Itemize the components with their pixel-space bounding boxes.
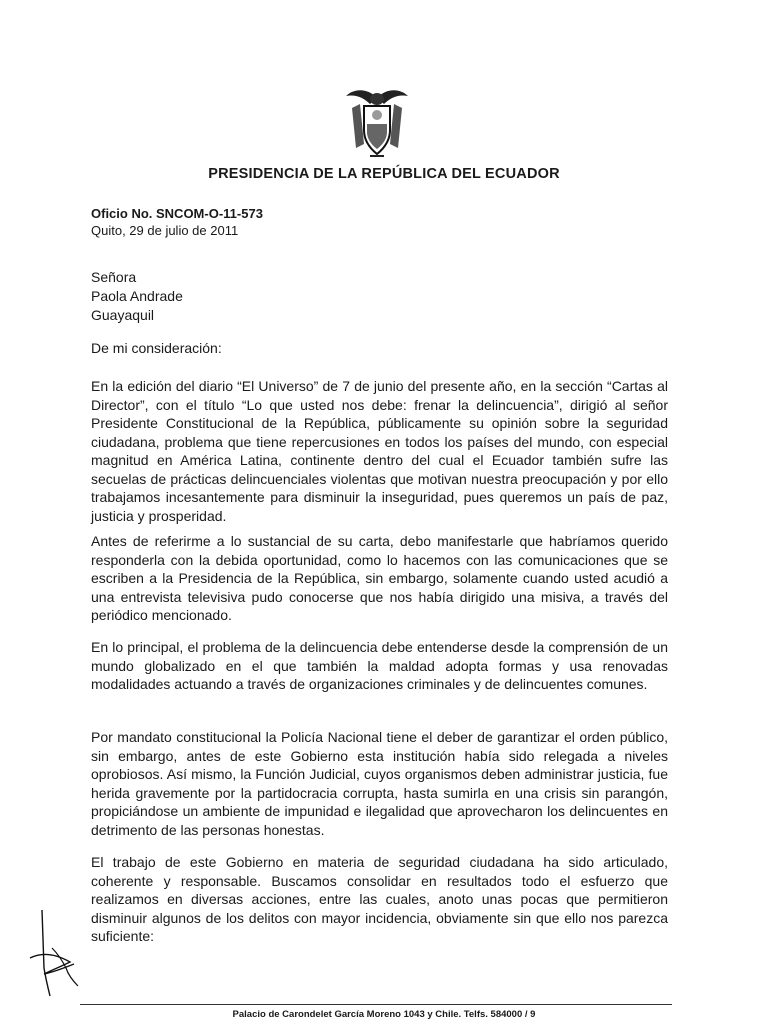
body-paragraph xyxy=(91,638,668,694)
reference-block xyxy=(91,205,263,239)
body-paragraph xyxy=(91,377,668,525)
salutation: De mi consideración: xyxy=(91,340,222,356)
footer-address: Palacio de Carondelet García Moreno 1043 y Chile. Telfs. 584000 / 9 xyxy=(232,1009,536,1020)
recipient-city: Guayaquil xyxy=(91,307,155,323)
paragraph-text: El trabajo de este Gobierno en materia de seguridad ciudadana ha sido articulado, coherente y responsable. Buscamos consolidar en resultados todo el esfuerzo que realizamos en diversas acciones, entre las cuales, anoto unas pocas que permitieron disminuir algunos de los delitos con mayor incidencia, obviamente sin que ello nos parezca suficiente: xyxy=(91,854,668,944)
recipient-honorific: Señora xyxy=(91,269,137,285)
document-number: Oficio No. SNCOM-O-11-573 xyxy=(91,206,263,221)
paragraph-text: Por mandato constitucional la Policía Nacional tiene el deber de garantizar el orden público, sin embargo, antes de este Gobierno esta institución había sido relegada a niveles oprobiosos. Así mismo, la Función Judicial, cuyos organismos deben administrar justicia, fue herida gravemente por la partidocracia corrupta, hasta sumirla en una crisis sin parangón, propiciándose un ambiente de impunidad e ilegalidad que aprovecharon los delincuentes en detrimento de las personas honestas. xyxy=(91,729,668,838)
paragraph-text: Antes de referirme a lo sustancial de su carta, debo manifestarle que habríamos querido responderla con la debida oportunidad, como lo hacemos con las comunicaciones que se escriben a la Presidencia de la República, sin embargo, solamente cuando usted acudió a una entrevista televisiva pudo conocerse que nos había dirigido una misiva, a través del periódico mencionado. xyxy=(91,533,668,623)
body-paragraph xyxy=(91,728,668,839)
recipient-name: Paola Andrade xyxy=(91,288,183,304)
coat-of-arms-icon xyxy=(342,84,412,162)
footer-divider xyxy=(80,1004,672,1005)
place-date: Quito, 29 de julio de 2011 xyxy=(91,223,239,238)
paragraph-text: En lo principal, el problema de la delincuencia debe entenderse desde la comprensión de un mundo globalizado en el que también la maldad adopta formas y usa renovadas modalidades actuando a través de organizaciones criminales y de delincuentes comunes. xyxy=(91,639,668,692)
paragraph-text: En la edición del diario “El Universo” de 7 de junio del presente año, en la sección “Cartas al Director”, con el título “Lo que usted nos debe: frenar la delincuencia”, dirigió al señor Presidente Constitucional de la República, públicamente su opinión sobre la seguridad ciudadana, problema que tiene repercusiones en todos los países del mundo, con especial magnitud en América Latina, continente dentro del cual el Ecuador también sufre las secuelas de prácticas delincuenciales violentas que motivan nuestra preocupación y por ello trabajamos incesantemente para disminuir la inseguridad, pues queremos un país de paz, justicia y prosperidad. xyxy=(91,378,668,524)
body-paragraph xyxy=(91,853,668,946)
initials-signature-icon xyxy=(22,908,92,998)
recipient-block xyxy=(91,268,183,325)
institution-title: PRESIDENCIA DE LA REPÚBLICA DEL ECUADOR xyxy=(208,166,560,182)
body-paragraph xyxy=(91,532,668,625)
